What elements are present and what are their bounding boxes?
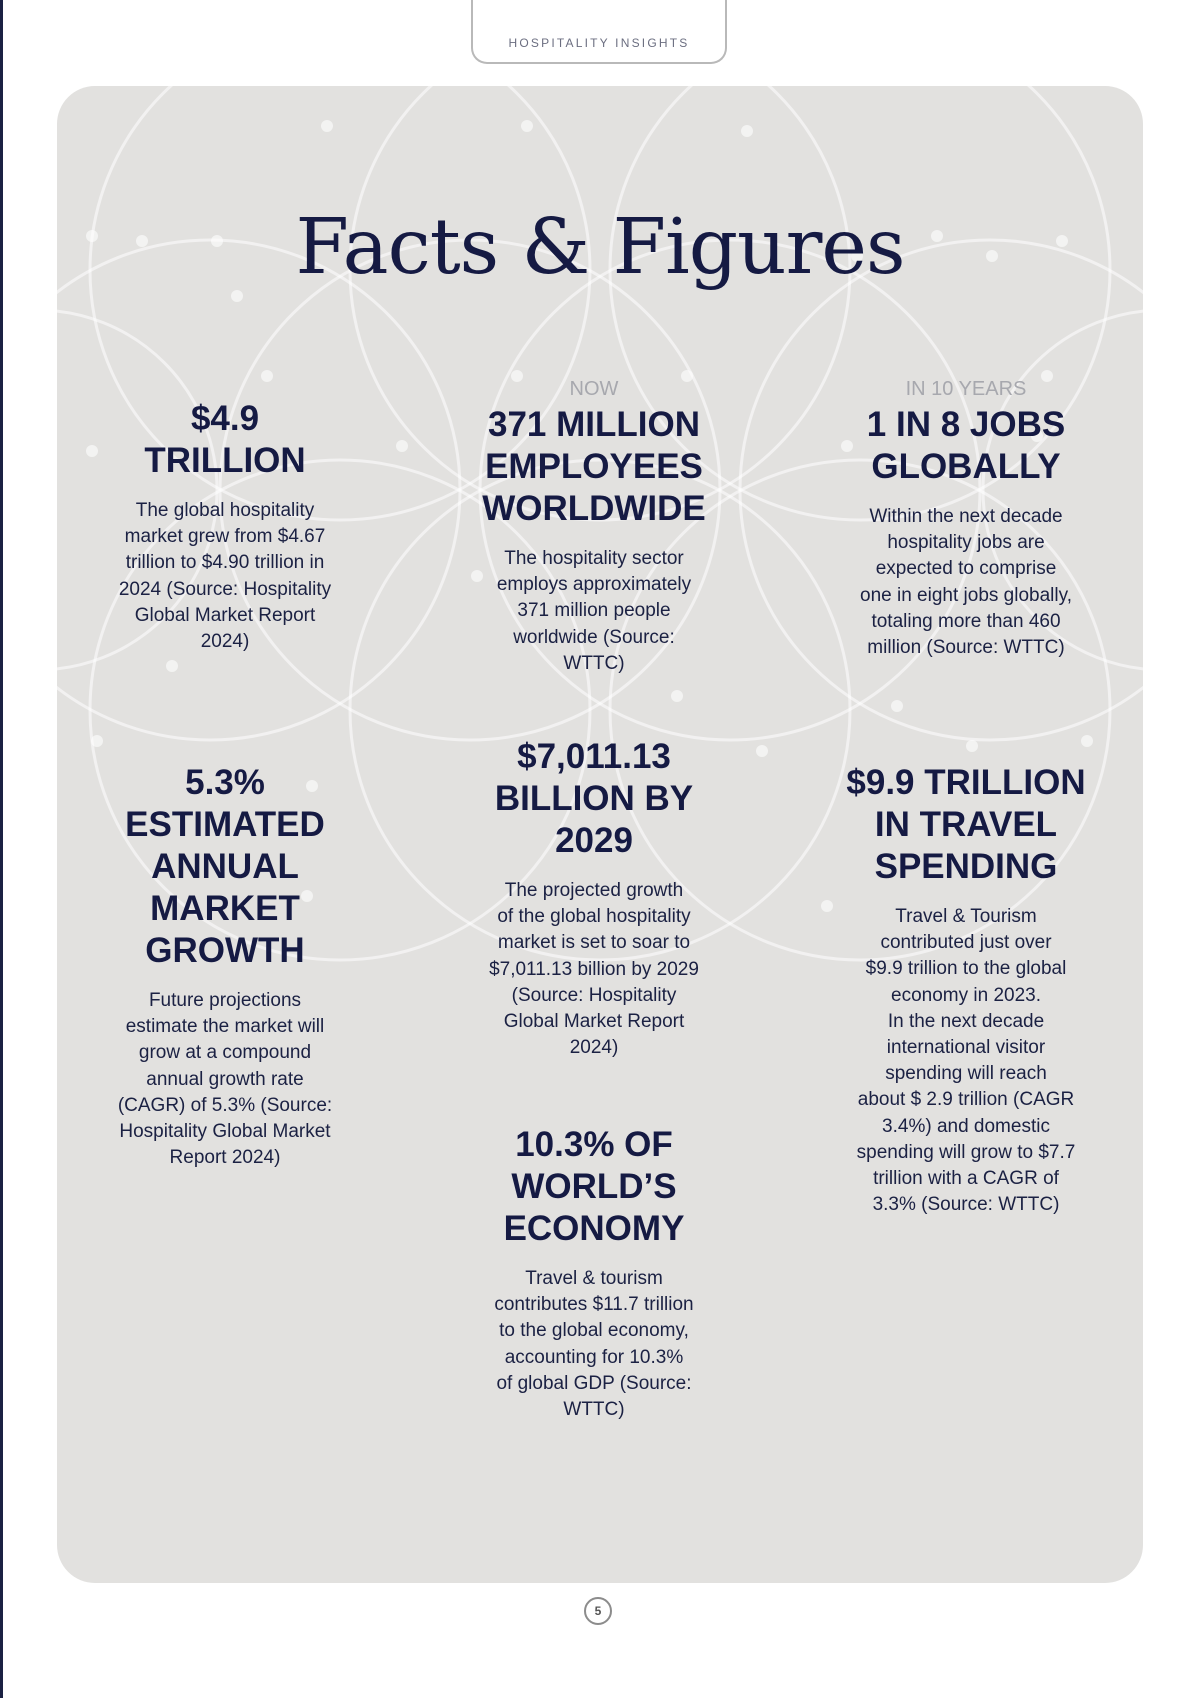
fact-description: Future projections estimate the market will grow at a compound annual growth rate (CAGR) of 5.3% (Source: Hospitality Global Market Report 2024): [117, 990, 333, 1169]
section-header-tab: [471, 0, 727, 64]
fact-jobs: [837, 376, 1095, 661]
fact-employees: [465, 376, 723, 677]
section-label: HOSPITALITY INSIGHTS: [508, 36, 690, 50]
fact-headline: $9.9 TRILLION IN TRAVEL SPENDING: [846, 763, 1086, 886]
fact-world-economy: [465, 1124, 723, 1423]
fact-headline: 1 IN 8 JOBS GLOBALLY: [866, 405, 1066, 486]
fact-description: The hospitality sector employs approximately 371 million people worldwide (Source: WTTC): [496, 548, 692, 674]
fact-description: Within the next decade hospitality jobs are expected to comprise one in eight jobs globally, totaling more than 460 million (Source: WTTC): [860, 506, 1072, 659]
fact-market-size: [99, 398, 351, 655]
fact-travel-spending: [837, 762, 1095, 1218]
fact-headline: 10.3% OF WORLD’S ECONOMY: [503, 1125, 685, 1248]
fact-description: The global hospitality market grew from $4.67 trillion to $4.90 trillion in 2024 (Source: Hospitality Global Market Report 2024): [118, 500, 332, 653]
page-number: 5: [584, 1597, 612, 1625]
fact-headline: $7,011.13 BILLION BY 2029: [494, 737, 694, 860]
facts-panel: [57, 86, 1143, 1583]
left-edge-rule: [0, 0, 3, 1698]
fact-headline: 371 MILLION EMPLOYEES WORLDWIDE: [482, 405, 706, 528]
fact-headline: 5.3% ESTIMATED ANNUAL MARKET GROWTH: [125, 763, 325, 970]
page-title: Facts & Figures: [295, 203, 905, 292]
fact-annual-growth: [99, 762, 351, 1171]
fact-kicker: IN 10 YEARS: [905, 378, 1027, 400]
fact-projection-2029: [465, 736, 723, 1061]
fact-description: Travel & tourism contributes $11.7 trillion to the global economy, accounting for 10.3% of global GDP (Source: WTTC): [494, 1268, 694, 1421]
fact-description: Travel & Tourism contributed just over $9.9 trillion to the global economy in 2023. In the next decade international visitor spending will reach about $ 2.9 trillion (CAGR 3.4%) and domestic spending will grow to $7.7 trillion with a CAGR of 3.3% (Source: WTTC): [856, 906, 1076, 1216]
fact-headline: $4.9 TRILLION: [144, 399, 306, 480]
fact-kicker: NOW: [569, 378, 619, 400]
fact-description: The projected growth of the global hospitality market is set to soar to $7,011.13 billion by 2029 (Source: Hospitality Global Market Report 2024): [489, 880, 699, 1059]
